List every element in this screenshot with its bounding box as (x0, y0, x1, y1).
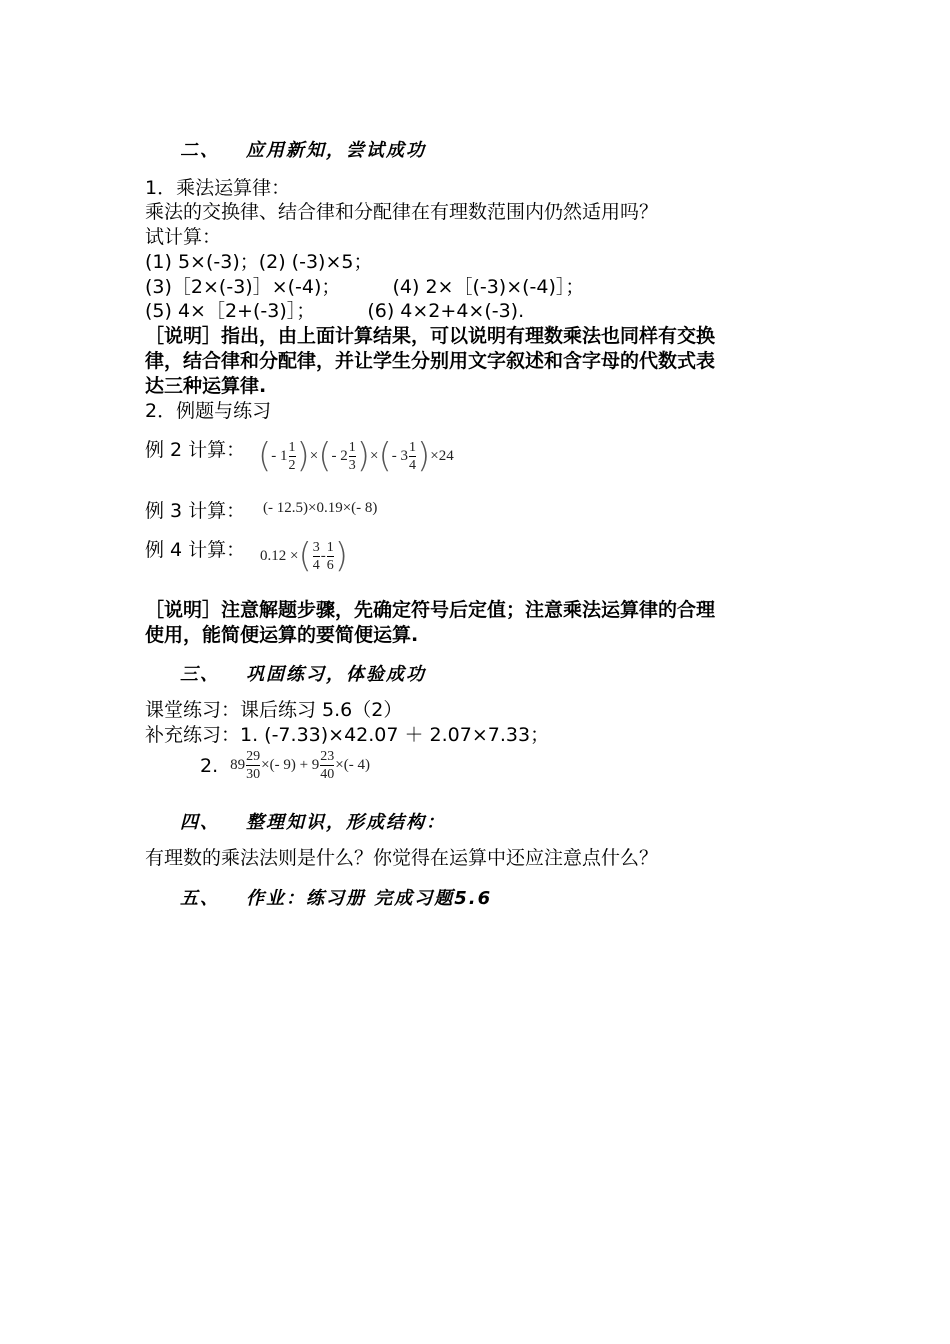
extra-practice-1: 补充练习：1. (-7.33)×42.07 ＋ 2.07×7.33； (145, 724, 550, 746)
law-question: 乘法的交换律、结合律和分配律在有理数范围内仍然适用吗？ (145, 201, 659, 223)
section-title: 巩固练习，体验成功 (246, 664, 426, 685)
example-2-label: 例 2 计算： (145, 439, 246, 461)
examples-note-line-2: 使用，能简便运算的要简便运算. (145, 624, 419, 646)
example-4-label: 例 4 计算： (145, 539, 246, 561)
law-note-line-1: ［说明］指出，由上面计算结果，可以说明有理数乘法也同样有交换 (145, 325, 716, 347)
example-3-label: 例 3 计算： (145, 500, 246, 522)
class-practice: 课堂练习：课后练习 5.6（2） (145, 699, 403, 721)
section-heading-3 (180, 660, 426, 686)
section-number: 二、 (180, 140, 220, 161)
example-2-expression: (- 1 $\frac{1}{2}$ )×(- 2 $\frac{1}{3}$ )×(- 3 $\frac{1}{4}$ )×24 (258, 436, 454, 476)
fraction: $\frac{1}{4}$ (409, 439, 417, 473)
exercise-6: (6) 4×2+4×(-3). (367, 300, 525, 322)
section-number: 五、 (180, 888, 220, 909)
item-label: 2. (200, 754, 219, 777)
fraction: $\frac{29}{30}$ (246, 749, 261, 782)
section-heading-5 (180, 884, 492, 910)
exercise-row-2 (145, 275, 584, 300)
section-number: 四、 (180, 812, 220, 833)
section-heading-4 (180, 808, 446, 834)
section-number: 三、 (180, 664, 220, 685)
try-label: 试计算： (145, 226, 222, 248)
exercise-row-3 (145, 299, 524, 324)
summary-question: 有理数的乘法法则是什么？你觉得在运算中还应注意点什么？ (145, 847, 659, 869)
law-note-line-3: 达三种运算律. (145, 375, 267, 397)
fraction: $\frac{1}{2}$ (288, 439, 296, 473)
exercise-3: (3)［2×(-3)］×(-4)； (145, 276, 341, 298)
exercise-row-1: (1) 5×(-3)；(2) (-3)×5； (145, 251, 373, 273)
law-note-line-2: 律，结合律和分配律，并让学生分别用文字叙述和含字母的代数式表 (145, 350, 716, 372)
example-3-expression: (- 12.5)×0.19×(- 8) (263, 500, 378, 516)
exercise-5: (5) 4×［2+(-3)］； (145, 300, 316, 322)
section-heading-2 (180, 136, 426, 162)
extra-practice-2: 2. 89 $\frac{29}{30}$ ×(- 9) + 9 $\frac{23}{40}$ ×(- 4) (200, 749, 370, 782)
fraction: $\frac{1}{3}$ (348, 439, 356, 473)
law-title: 1．乘法运算律： (145, 177, 291, 199)
example-4-expression: 0.12 ×( $\frac{3}{4}$ - $\frac{1}{6}$ ) (260, 536, 348, 576)
fraction: $\frac{23}{40}$ (320, 749, 335, 782)
section-title: 作业：练习册 完成习题5.6 (246, 888, 493, 909)
section-title: 应用新知，尝试成功 (246, 140, 426, 161)
examples-note-line-1: ［说明］注意解题步骤，先确定符号后定值；注意乘法运算律的合理 (145, 599, 716, 621)
section-title: 整理知识，形成结构： (246, 812, 446, 833)
exercise-4: (4) 2×［(-3)×(-4)］； (392, 276, 585, 298)
fraction: $\frac{1}{6}$ (326, 539, 334, 573)
fraction: $\frac{3}{4}$ (312, 539, 320, 573)
examples-title: 2．例题与练习 (145, 400, 272, 422)
